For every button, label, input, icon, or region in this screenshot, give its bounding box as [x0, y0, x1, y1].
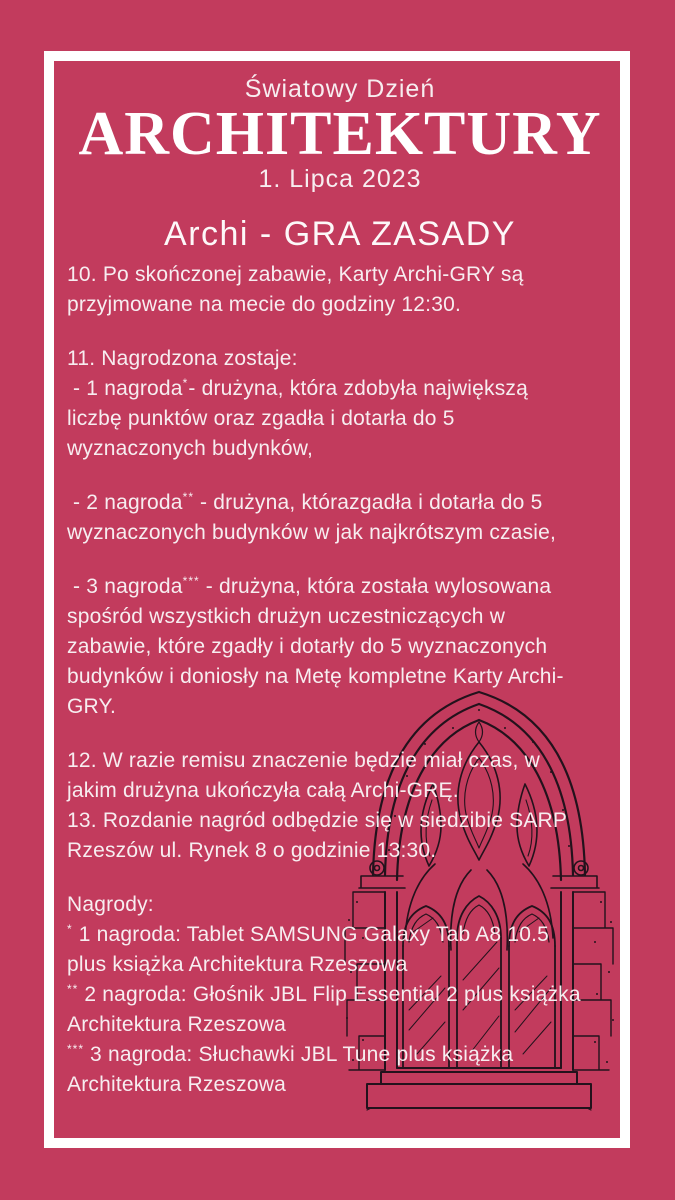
- rule-paragraph: [67, 746, 613, 866]
- rule-paragraph: [67, 488, 613, 548]
- rule-line: plus książka Architektura Rzeszowa: [67, 953, 408, 976]
- rule-line: wyznaczonych budynków,: [67, 437, 314, 460]
- rule-line: 12. W razie remisu znaczenie będzie miał czas, w: [67, 749, 540, 772]
- rules-list: [67, 260, 613, 1100]
- rule-line: * 1 nagroda: Tablet SAMSUNG Galaxy Tab A8 10.5: [67, 922, 550, 946]
- rule-line: zabawie, które zgadły i dotarły do 5 wyznaczonych: [67, 635, 548, 658]
- event-date: 1. Lipca 2023: [258, 165, 422, 193]
- rule-line: spośród wszystkich drużyn uczestniczących w: [67, 605, 506, 628]
- rule-line: jakim drużyna ukończyła całą Archi-GRĘ.: [67, 779, 459, 802]
- rule-line: 10. Po skończonej zabawie, Karty Archi-GRY są: [67, 263, 524, 286]
- rule-line: - 3 nagroda*** - drużyna, która została wylosowana: [67, 574, 552, 598]
- rule-line: Architektura Rzeszowa: [67, 1013, 286, 1036]
- rule-line: wyznaczonych budynków w jak najkrótszym czasie,: [67, 521, 557, 544]
- rule-line: Architektura Rzeszowa: [67, 1073, 286, 1096]
- event-kicker: Światowy Dzień: [244, 75, 436, 103]
- rule-line: - 2 nagroda** - drużyna, którazgadła i dotarła do 5: [67, 490, 543, 514]
- rule-line: budynków i doniosły na Metę kompletne Karty Archi-: [67, 665, 564, 688]
- rule-line: Rzeszów ul. Rynek 8 o godzinie 13:30.: [67, 839, 437, 862]
- rule-line: liczbę punktów oraz zgadła i dotarła do 5: [67, 407, 455, 430]
- rule-line: - 1 nagroda*- drużyna, która zdobyła największą: [67, 376, 529, 400]
- rule-line: ** 2 nagroda: Głośnik JBL Flip Essential 2 plus książka: [67, 982, 581, 1006]
- rule-line: *** 3 nagroda: Słuchawki JBL Tune plus książka: [67, 1042, 514, 1066]
- poster-content: [67, 74, 613, 1100]
- rule-paragraph: [67, 572, 613, 722]
- rule-line: GRY.: [67, 695, 117, 718]
- section-heading: Archi - GRA ZASADY: [164, 215, 516, 253]
- rule-paragraph: [67, 260, 613, 320]
- rule-line: przyjmowane na mecie do godziny 12:30.: [67, 293, 461, 316]
- rule-line: Nagrody:: [67, 893, 154, 916]
- rule-paragraph: [67, 344, 613, 464]
- event-title: ARCHITEKTURY: [78, 100, 602, 168]
- rule-line: 11. Nagrodzona zostaje:: [67, 347, 298, 370]
- rule-line: 13. Rozdanie nagród odbędzie się w siedzibie SARP: [67, 809, 568, 832]
- rule-paragraph: [67, 890, 613, 1100]
